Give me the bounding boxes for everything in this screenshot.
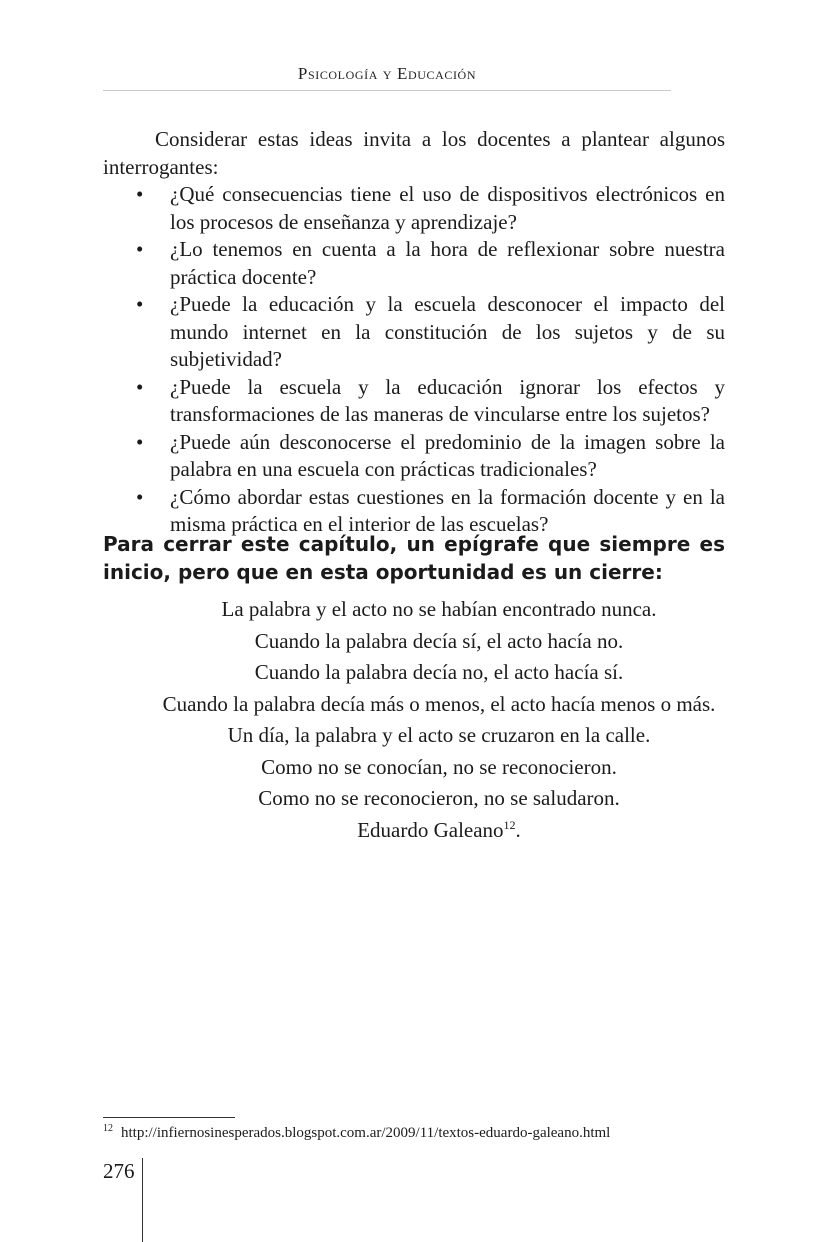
footnote-number: 12	[103, 1123, 113, 1134]
list-item	[136, 429, 725, 484]
bullet-icon: •	[136, 182, 144, 206]
footnote-divider	[103, 1117, 235, 1118]
list-item	[136, 181, 725, 236]
page-number: 276	[103, 1159, 135, 1183]
author-suffix: .	[515, 817, 521, 842]
question-text: ¿Cómo abordar estas cuestiones en la formación docente y en la misma práctica en el interior de las escuelas?	[170, 484, 725, 536]
page-number-rule	[142, 1158, 143, 1242]
epigraph-line: La palabra y el acto no se habían encontrado nunca.	[221, 597, 657, 621]
bullet-icon: •	[136, 374, 144, 399]
epigraph-line: Un día, la palabra y el acto se cruzaron en la calle.	[227, 723, 651, 747]
body-text	[103, 126, 725, 539]
author-name: Eduardo Galeano	[357, 817, 504, 842]
epigraph-line: Cuando la palabra decía no, el acto hacía sí.	[254, 660, 624, 684]
header-divider	[103, 90, 671, 91]
epigraph-line: Como no se conocían, no se reconocieron.	[261, 754, 617, 779]
footnote	[103, 1123, 610, 1143]
epigraph-line: Cuando la palabra decía más o menos, el acto hacía menos o más.	[162, 691, 716, 716]
question-text: ¿Puede la escuela y la educación ignorar los efectos y transformaciones de las maneras de vincularse entre los sujetos?	[170, 374, 725, 426]
running-header: Psicología y Educación	[297, 64, 477, 83]
bullet-icon: •	[136, 237, 144, 261]
epigraph-line: Como no se reconocieron, no se saludaron.	[258, 786, 620, 810]
footnote-link[interactable]: http://infiernosinesperados.blogspot.com.ar/2009/11/textos-eduardo-galeano.html	[121, 1125, 611, 1141]
bullet-icon: •	[136, 484, 144, 509]
bullet-icon: •	[136, 292, 144, 316]
question-text: ¿Lo tenemos en cuenta a la hora de reflexionar sobre nuestra práctica docente?	[170, 237, 725, 289]
list-item	[136, 291, 725, 374]
epigraph	[103, 594, 775, 846]
intro-paragraph: Considerar estas ideas invita a los docentes a plantear algunos interrogantes:	[103, 127, 725, 179]
epigraph-line: Cuando la palabra decía sí, el acto hacía no.	[254, 628, 624, 653]
list-item	[136, 374, 725, 429]
question-list	[103, 181, 725, 539]
question-text: ¿Puede aún desconocerse el predominio de la imagen sobre la palabra en una escuela con prácticas tradicionales?	[170, 429, 725, 481]
list-item	[136, 236, 725, 291]
question-text: ¿Puede la educación y la escuela desconocer el impacto del mundo internet en la constitución de los sujetos y de su subjetividad?	[170, 292, 725, 371]
bullet-icon: •	[136, 429, 144, 454]
question-text: ¿Qué consecuencias tiene el uso de dispositivos electrónicos en los procesos de enseñanza y aprendizaje?	[170, 182, 725, 234]
section-heading: Para cerrar este capítulo, un epígrafe que siempre es inicio, pero que en esta oportunidad es un cierre:	[103, 532, 725, 584]
epigraph-author	[103, 815, 775, 847]
footnote-reference[interactable]: 12	[503, 817, 516, 832]
